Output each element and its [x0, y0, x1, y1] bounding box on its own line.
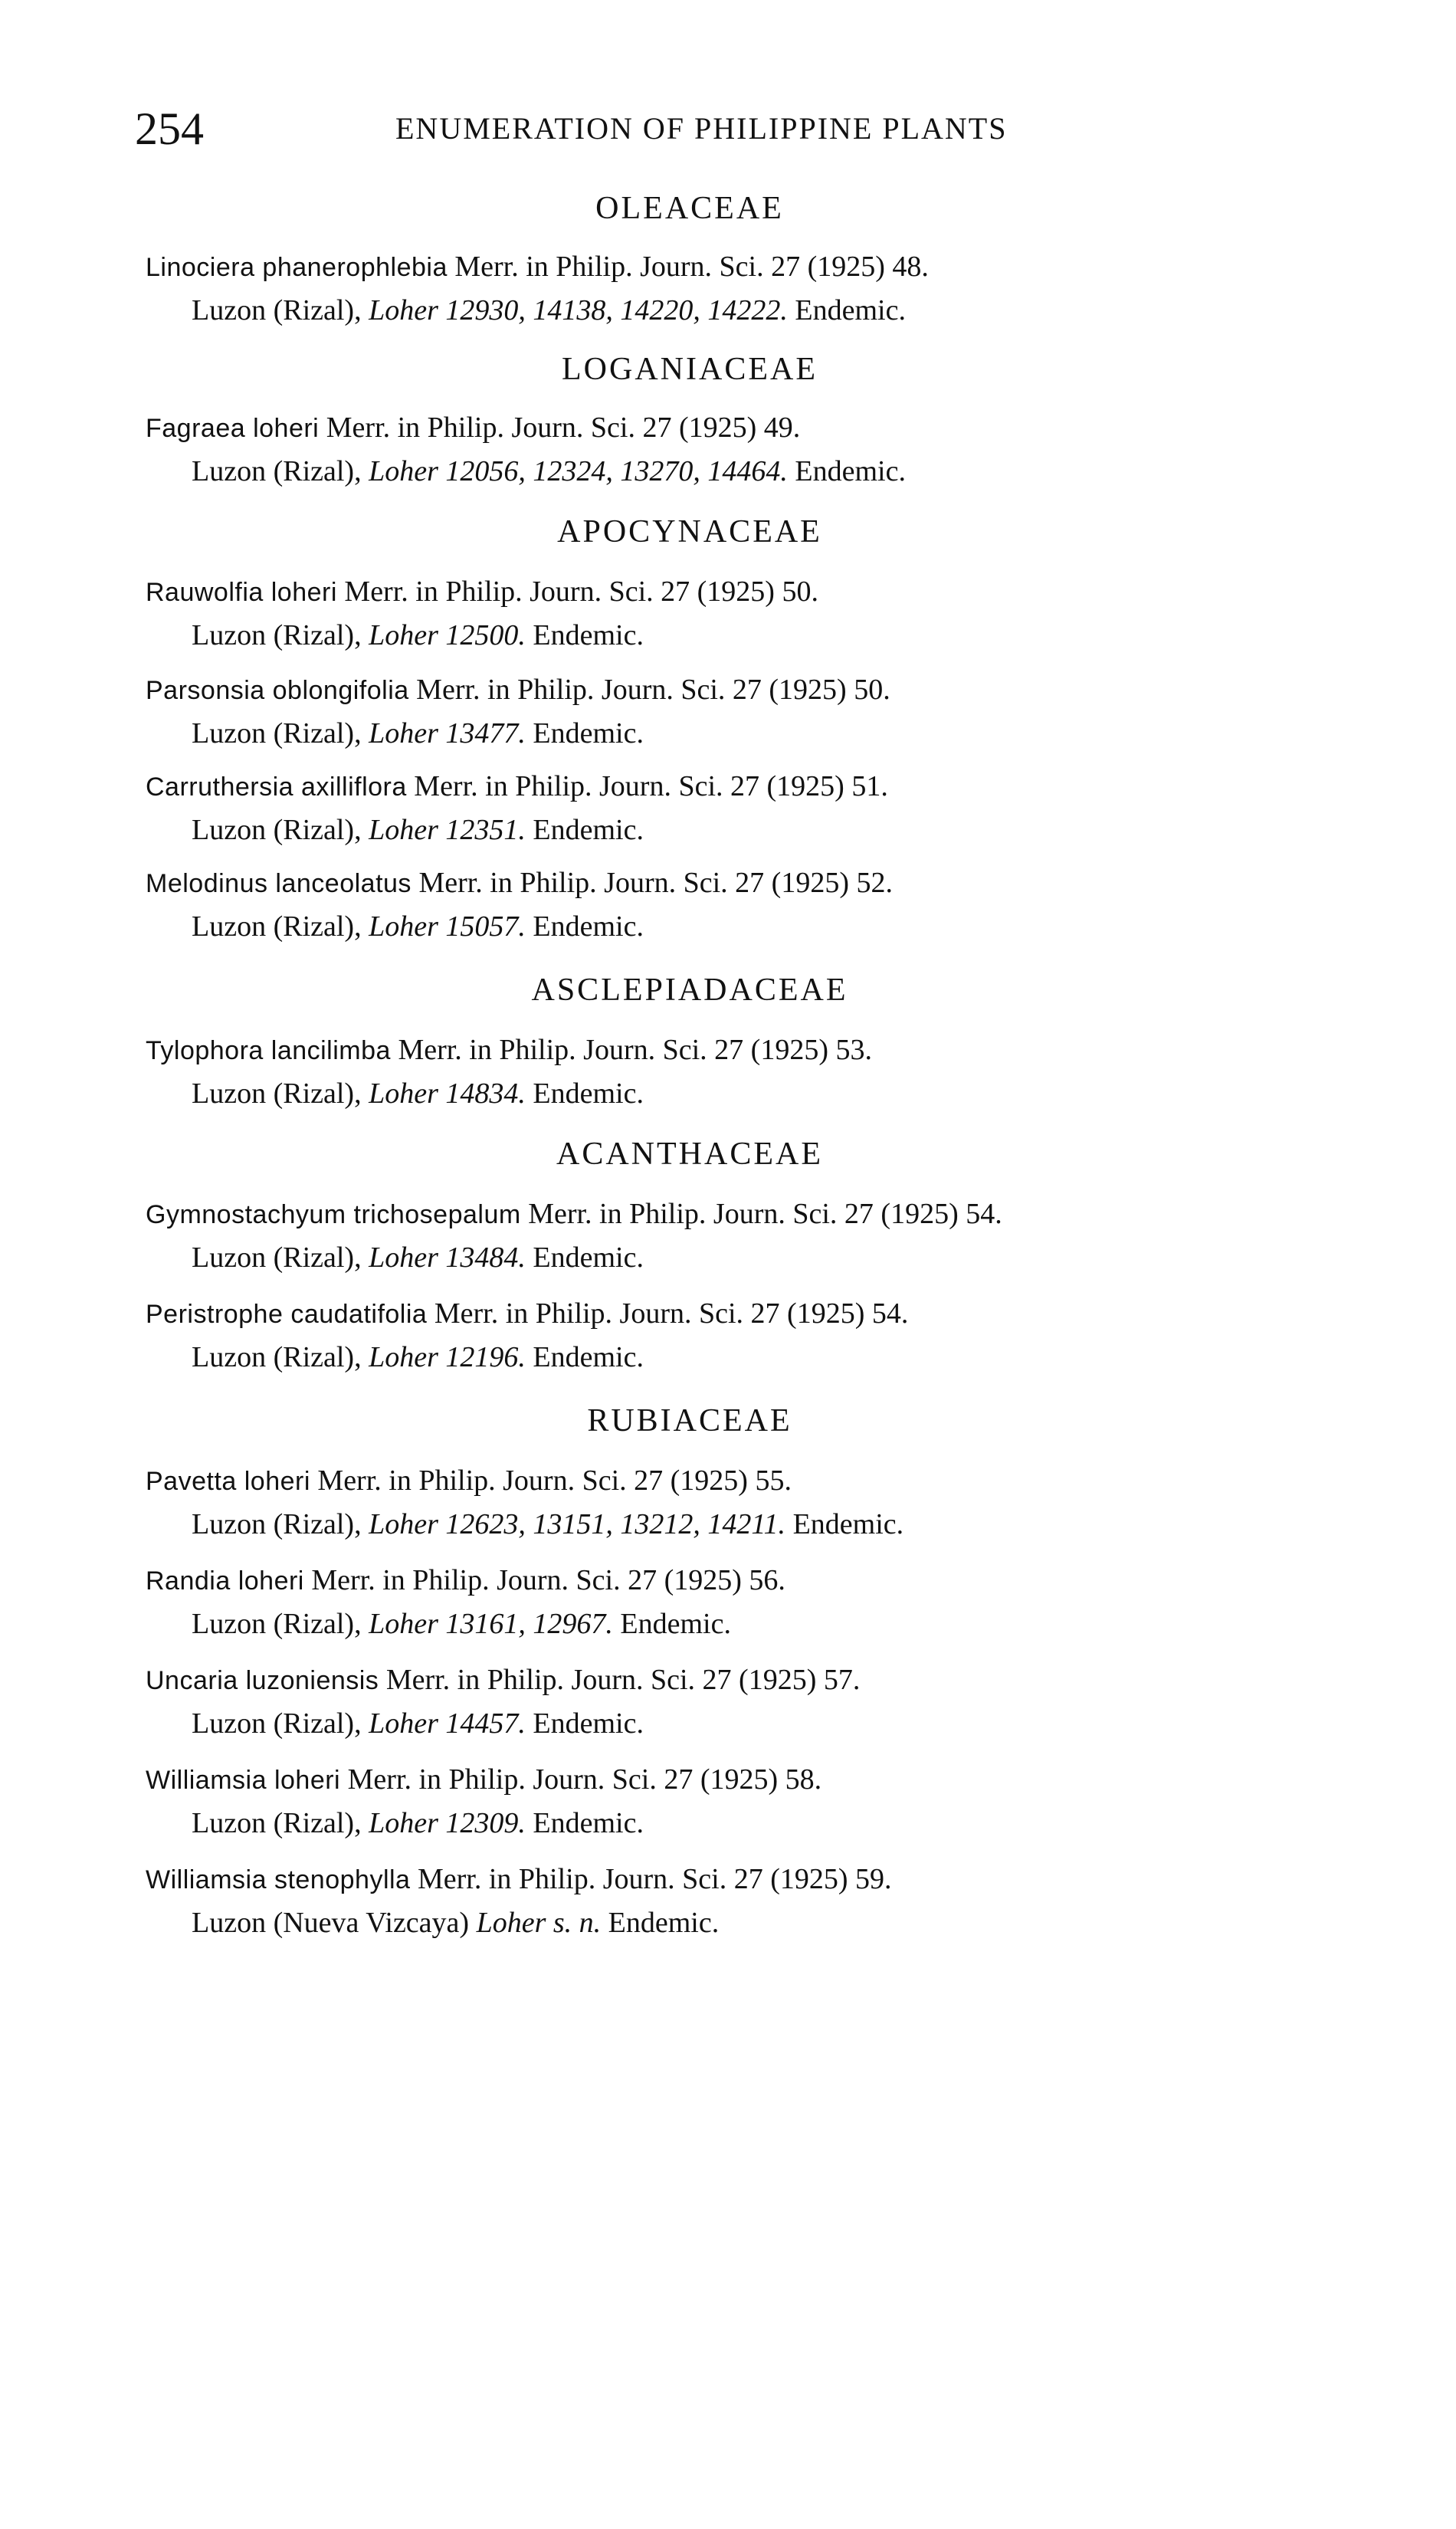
publication-citation: Merr. in Philip. Journ. Sci. 27 (1925) 56.: [311, 1564, 785, 1596]
collection-numbers: Loher 12623, 13151, 13212, 14211.: [369, 1508, 786, 1540]
species-entry: [146, 861, 1356, 948]
species-name: Randia loheri: [146, 1566, 304, 1596]
collection-numbers: Loher 12309.: [369, 1807, 526, 1839]
family-heading-asclepiadaceae: ASCLEPIADACEAE: [531, 973, 848, 1008]
publication-citation: Merr. in Philip. Journ. Sci. 27 (1925) 54.: [528, 1198, 1002, 1230]
locality: Luzon (Rizal),: [192, 619, 362, 651]
distribution-status: Endemic.: [792, 1508, 904, 1540]
distribution-status: Endemic.: [533, 717, 644, 750]
species-name: Tylophora lancilimba: [146, 1036, 391, 1065]
entry-specimen-line: [146, 905, 1356, 948]
locality: Luzon (Rizal),: [192, 455, 362, 487]
entry-specimen-line: [146, 1336, 1356, 1379]
collection-numbers: Loher 14834.: [369, 1078, 526, 1110]
locality: Luzon (Rizal),: [192, 814, 362, 846]
collection-numbers: Loher 12351.: [369, 814, 526, 846]
page-number: 254: [135, 103, 204, 154]
collection-numbers: Loher 15057.: [369, 910, 526, 943]
family-heading-loganiaceae: LOGANIACEAE: [562, 352, 818, 387]
locality: Luzon (Rizal),: [192, 910, 362, 943]
publication-citation: Merr. in Philip. Journ. Sci. 27 (1925) 59.: [417, 1863, 892, 1895]
entry-specimen-line: [146, 1503, 1356, 1546]
species-entry: [146, 1292, 1356, 1379]
publication-citation: Merr. in Philip. Journ. Sci. 27 (1925) 49.: [326, 412, 801, 444]
publication-citation: Merr. in Philip. Journ. Sci. 27 (1925) 48.: [454, 251, 929, 283]
distribution-status: Endemic.: [533, 1242, 644, 1274]
species-name: Linociera phanerophlebia: [146, 253, 448, 282]
collection-numbers: Loher 13477.: [369, 717, 526, 750]
species-entry: [146, 668, 1356, 755]
family-heading-oleaceae: OLEACEAE: [595, 191, 784, 226]
collection-numbers: Loher 12196.: [369, 1341, 526, 1373]
species-entry: [146, 245, 1356, 332]
entry-specimen-line: [146, 289, 1356, 332]
publication-citation: Merr. in Philip. Journ. Sci. 27 (1925) 54.: [434, 1297, 909, 1330]
distribution-status: Endemic.: [533, 910, 644, 943]
locality: Luzon (Rizal),: [192, 294, 362, 326]
running-head: ENUMERATION OF PHILIPPINE PLANTS: [395, 111, 1008, 146]
publication-citation: Merr. in Philip. Journ. Sci. 27 (1925) 58.: [347, 1763, 822, 1796]
distribution-status: Endemic.: [620, 1608, 731, 1640]
collection-numbers: Loher 14457.: [369, 1707, 526, 1740]
entry-specimen-line: [146, 1802, 1356, 1845]
locality: Luzon (Nueva Vizcaya): [192, 1907, 470, 1939]
species-name: Williamsia loheri: [146, 1766, 341, 1795]
species-name: Melodinus lanceolatus: [146, 869, 412, 898]
entry-citation-line: [146, 1658, 1356, 1702]
collection-numbers: Loher 13161, 12967.: [369, 1608, 613, 1640]
locality: Luzon (Rizal),: [192, 1341, 362, 1373]
species-name: Williamsia stenophylla: [146, 1865, 411, 1894]
entry-specimen-line: [146, 614, 1356, 657]
entry-citation-line: [146, 1858, 1356, 1901]
species-entry: [146, 1028, 1356, 1115]
publication-citation: Merr. in Philip. Journ. Sci. 27 (1925) 52.: [418, 867, 893, 899]
species-name: Uncaria luzoniensis: [146, 1666, 379, 1695]
entry-citation-line: [146, 406, 1356, 450]
entry-specimen-line: [146, 1602, 1356, 1645]
species-entry: [146, 765, 1356, 851]
species-name: Fagraea loheri: [146, 414, 320, 443]
distribution-status: Endemic.: [795, 455, 906, 487]
distribution-status: Endemic.: [608, 1907, 720, 1939]
entry-citation-line: [146, 245, 1356, 289]
page-header: [135, 98, 1169, 159]
locality: Luzon (Rizal),: [192, 1242, 362, 1274]
species-name: Rauwolfia loheri: [146, 578, 337, 607]
entry-citation-line: [146, 668, 1356, 712]
collection-numbers: Loher 13484.: [369, 1242, 526, 1274]
distribution-status: Endemic.: [533, 1707, 644, 1740]
species-entry: [146, 406, 1356, 493]
family-heading-apocynaceae: APOCYNACEAE: [557, 514, 822, 549]
species-entry: [146, 1658, 1356, 1745]
distribution-status: Endemic.: [533, 1341, 644, 1373]
collection-numbers: Loher s. n.: [476, 1907, 602, 1939]
family-heading-rubiaceae: RUBIACEAE: [587, 1403, 792, 1438]
entry-citation-line: [146, 1192, 1356, 1236]
species-name: Gymnostachyum trichosepalum: [146, 1200, 521, 1229]
entry-citation-line: [146, 1559, 1356, 1602]
entry-citation-line: [146, 1758, 1356, 1802]
entry-citation-line: [146, 1028, 1356, 1072]
species-name: Carruthersia axilliflora: [146, 772, 407, 802]
species-entry: [146, 1858, 1356, 1944]
entry-specimen-line: [146, 809, 1356, 851]
entry-citation-line: [146, 1459, 1356, 1503]
locality: Luzon (Rizal),: [192, 1608, 362, 1640]
publication-citation: Merr. in Philip. Journ. Sci. 27 (1925) 55.: [317, 1465, 792, 1497]
distribution-status: Endemic.: [533, 619, 644, 651]
collection-numbers: Loher 12930, 14138, 14220, 14222.: [369, 294, 788, 326]
publication-citation: Merr. in Philip. Journ. Sci. 27 (1925) 53.: [398, 1034, 872, 1066]
locality: Luzon (Rizal),: [192, 1707, 362, 1740]
distribution-status: Endemic.: [795, 294, 906, 326]
publication-citation: Merr. in Philip. Journ. Sci. 27 (1925) 57.: [385, 1664, 861, 1696]
collection-numbers: Loher 12056, 12324, 13270, 14464.: [369, 455, 788, 487]
locality: Luzon (Rizal),: [192, 1508, 362, 1540]
locality: Luzon (Rizal),: [192, 1807, 362, 1839]
entry-specimen-line: [146, 1236, 1356, 1279]
species-name: Peristrophe caudatifolia: [146, 1300, 428, 1329]
distribution-status: Endemic.: [533, 1807, 644, 1839]
entry-citation-line: [146, 765, 1356, 809]
entry-citation-line: [146, 570, 1356, 614]
publication-citation: Merr. in Philip. Journ. Sci. 27 (1925) 51.: [414, 770, 888, 802]
species-entry: [146, 1559, 1356, 1645]
distribution-status: Endemic.: [533, 1078, 644, 1110]
entry-specimen-line: [146, 1072, 1356, 1115]
distribution-status: Endemic.: [533, 814, 644, 846]
species-entry: [146, 1459, 1356, 1546]
species-entry: [146, 570, 1356, 657]
species-name: Parsonsia oblongifolia: [146, 676, 409, 705]
entry-specimen-line: [146, 1901, 1356, 1944]
species-entry: [146, 1758, 1356, 1845]
locality: Luzon (Rizal),: [192, 717, 362, 750]
species-name: Pavetta loheri: [146, 1467, 310, 1496]
collection-numbers: Loher 12500.: [369, 619, 526, 651]
publication-citation: Merr. in Philip. Journ. Sci. 27 (1925) 50.: [416, 674, 890, 706]
entry-specimen-line: [146, 450, 1356, 493]
entry-specimen-line: [146, 712, 1356, 755]
species-entry: [146, 1192, 1356, 1279]
entry-specimen-line: [146, 1702, 1356, 1745]
entry-citation-line: [146, 861, 1356, 905]
locality: Luzon (Rizal),: [192, 1078, 362, 1110]
entry-citation-line: [146, 1292, 1356, 1336]
family-heading-acanthaceae: ACANTHACEAE: [556, 1137, 823, 1172]
publication-citation: Merr. in Philip. Journ. Sci. 27 (1925) 50.: [344, 576, 818, 608]
